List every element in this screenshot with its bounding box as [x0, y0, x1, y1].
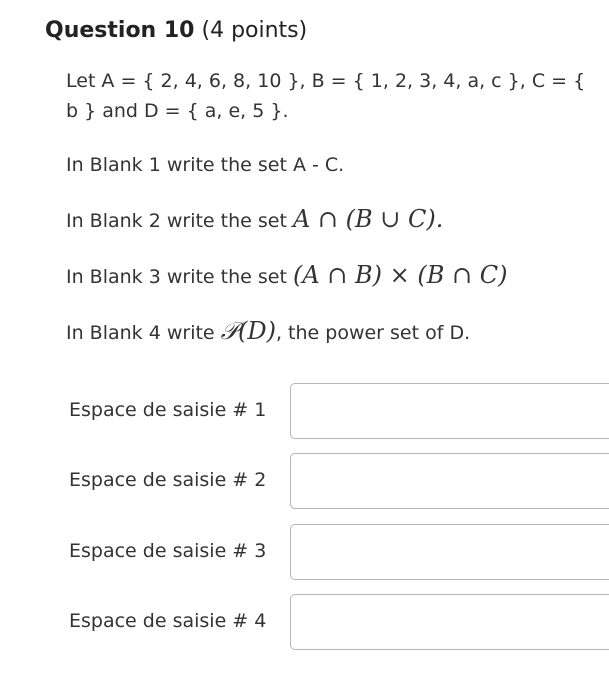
- blank2-math-expression: A ∩ (B ∪ C).: [292, 205, 444, 233]
- blank4-instruction: [66, 316, 470, 348]
- blank4-math-expression: 𝒫(D): [220, 317, 276, 345]
- blank-row-3: [0, 524, 609, 586]
- blank-input-3[interactable]: [290, 524, 609, 580]
- blank2-instruction: [66, 204, 443, 236]
- blank-label-4: Espace de saisie # 4: [69, 610, 267, 632]
- blank-input-4[interactable]: [290, 594, 609, 650]
- blank2-instruction-text: In Blank 2 write the set: [66, 210, 293, 232]
- sets-definition-line1: Let A = { 2, 4, 6, 8, 10 }, B = { 1, 2, 3, 4, a, c }, C = {: [66, 70, 586, 92]
- blank-row-1: [0, 383, 609, 445]
- blank4-instruction-text: In Blank 4 write: [66, 322, 221, 344]
- blank-row-4: [0, 594, 609, 656]
- blank4-instruction-tail: , the power set of D.: [275, 322, 471, 344]
- blank-label-1: Espace de saisie # 1: [69, 399, 267, 421]
- blank-label-3: Espace de saisie # 3: [69, 540, 267, 562]
- blank-label-2: Espace de saisie # 2: [69, 469, 267, 491]
- blank3-math-expression: (A ∩ B) × (B ∩ C): [292, 261, 508, 289]
- blank1-instruction: In Blank 1 write the set A - C.: [66, 154, 345, 176]
- blank3-instruction: [66, 260, 508, 292]
- sets-definition-line2: b } and D = { a, e, 5 }.: [66, 100, 289, 122]
- blank-row-2: [0, 453, 609, 515]
- question-points: (4 points): [194, 18, 308, 43]
- blank-input-2[interactable]: [290, 453, 609, 509]
- blank3-instruction-text: In Blank 3 write the set: [66, 266, 293, 288]
- question-title: [45, 18, 307, 43]
- blank-input-1[interactable]: [290, 383, 609, 439]
- question-number: Question 10: [45, 18, 195, 43]
